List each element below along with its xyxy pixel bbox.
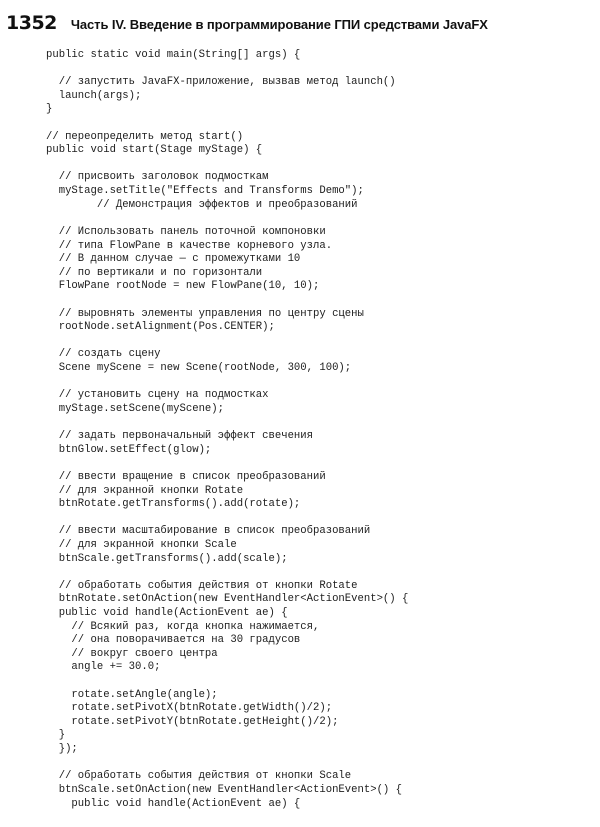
code-line: // Демонстрация эффектов и преобразований [46, 198, 358, 211]
code-line [46, 63, 591, 77]
code-line: // типа FlowPane в качестве корневого узла. [46, 239, 333, 252]
code-line [46, 416, 591, 430]
code-line: rotate.setAngle(angle); [46, 688, 218, 701]
code-line: // создать сцену [46, 348, 161, 361]
code-line: rootNode.setAlignment(Pos.CENTER); [46, 321, 275, 334]
code-line: angle += 30.0; [46, 661, 161, 674]
code-line [46, 335, 591, 349]
code-line: // переопределить метод start() [46, 130, 244, 143]
code-line: // для экранной кнопки Scale [46, 538, 237, 551]
code-line: // она поворачивается на 30 градусов [46, 634, 301, 647]
code-line [46, 294, 591, 308]
code-line: myStage.setScene(myScene); [46, 402, 225, 415]
code-line: // установить сцену на подмостках [46, 389, 269, 402]
code-line: public static void main(String[] args) { [46, 49, 301, 61]
code-line: // задать первоначальный эффект свечения [46, 430, 314, 443]
code-line: // присвоить заголовок подмосткам [46, 171, 269, 184]
code-line: Scene myScene = new Scene(rootNode, 300, 100); [46, 362, 352, 375]
code-line: // для экранной кнопки Rotate [46, 484, 244, 497]
code-line: // Использовать панель поточной компоновки [46, 225, 326, 238]
code-listing [46, 49, 591, 811]
code-line: btnRotate.getTransforms().add(rotate); [46, 498, 301, 511]
code-line: } [46, 103, 53, 116]
code-line: }); [46, 743, 78, 756]
code-line: // по вертикали и по горизонтали [46, 266, 263, 279]
code-line: public void handle(ActionEvent ae) { [46, 606, 288, 619]
code-line [46, 117, 591, 131]
code-line: // обработать события действия от кнопки Scale [46, 770, 352, 783]
code-line [46, 376, 591, 390]
code-line [46, 757, 591, 771]
code-line: btnScale.getTransforms().add(scale); [46, 552, 288, 565]
code-line: // ввести вращение в список преобразований [46, 470, 326, 483]
code-line: // обработать события действия от кнопки Rotate [46, 579, 358, 592]
code-line [46, 512, 591, 526]
code-line: myStage.setTitle("Effects and Transforms Demo"); [46, 185, 364, 198]
code-line: // вокруг своего центра [46, 647, 218, 660]
code-line: rotate.setPivotX(btnRotate.getWidth()/2); [46, 702, 333, 715]
code-line: } [46, 729, 66, 742]
page-number: 1352 [6, 12, 57, 34]
code-line [46, 566, 591, 580]
code-line [46, 158, 591, 172]
code-line: // ввести масштабирование в список преобразований [46, 525, 371, 538]
chapter-title: Часть IV. Введение в программирование ГПИ средствами JavaFX [70, 17, 488, 32]
code-line [46, 212, 591, 226]
code-line: public void start(Stage myStage) { [46, 144, 263, 157]
code-line: launch(args); [46, 89, 142, 102]
code-line: rotate.setPivotY(btnRotate.getHeight()/2); [46, 715, 339, 728]
code-line: btnScale.setOnAction(new EventHandler<ActionEvent>() { [46, 783, 403, 796]
code-line: btnGlow.setEffect(glow); [46, 443, 212, 456]
code-line: public void handle(ActionEvent ae) { [46, 797, 301, 810]
code-line [46, 675, 591, 689]
code-line: // Всякий раз, когда кнопка нажимается, [46, 620, 320, 633]
code-line: // В данном случае — с промежутками 10 [46, 253, 301, 266]
code-line: FlowPane rootNode = new FlowPane(10, 10); [46, 280, 320, 293]
running-head [6, 12, 488, 36]
code-line: btnRotate.setOnAction(new EventHandler<ActionEvent>() { [46, 593, 409, 606]
code-line: // запустить JavaFX-приложение, вызвав метод launch() [46, 76, 396, 89]
code-line [46, 457, 591, 471]
code-line: // выровнять элементы управления по центру сцены [46, 307, 364, 320]
